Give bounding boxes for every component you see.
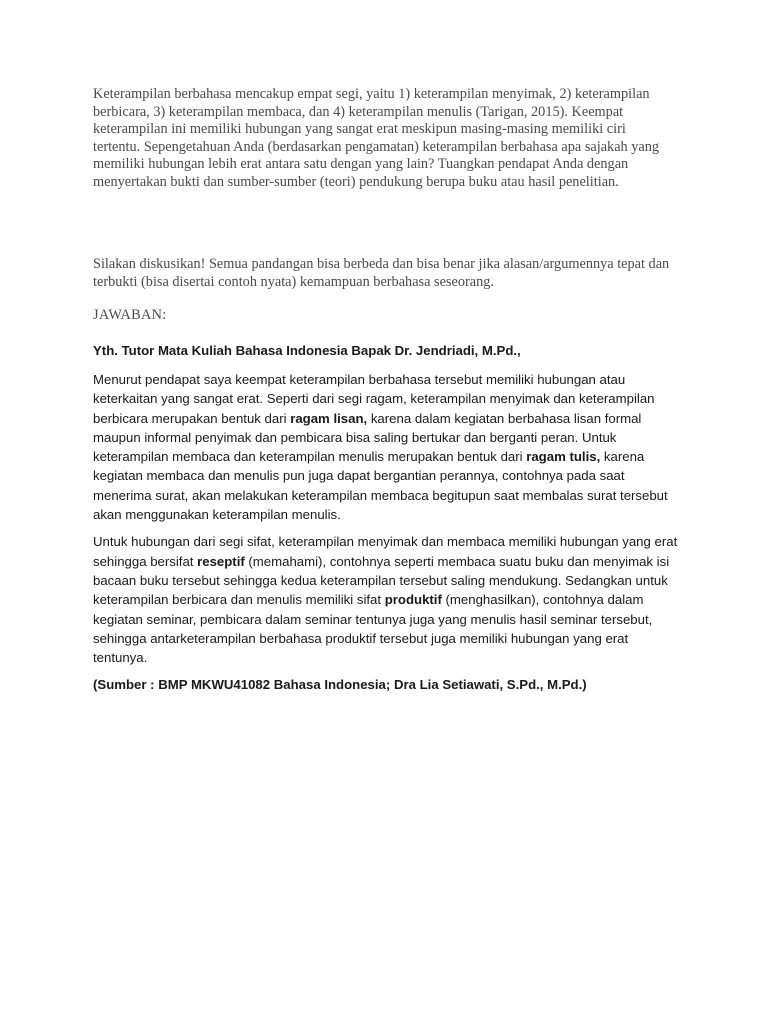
p2-text-a: Untuk hubungan dari segi sifat, keterampilan menyimak dan membaca memiliki hubungan yang erat sehingga bersifat [93,534,678,569]
p1-text-d: karena kegiatan membaca dan menulis pun juga dapat bergantian perannya, contohnya pada saat menerima surat, akan melakukan keterampilan membaca begitupun saat membalas surat tersebut akan menggunakan keterampilan menulis. [93,449,668,523]
answer-paragraph-2 [93,532,678,667]
p1-bold-ragam-lisan: ragam lisan, [290,410,368,426]
instruction-text: Silakan diskusikan! Semua pandangan bisa berbeda dan bisa benar jika alasan/argumennya tepat dan terbukti (bisa disertai contoh nyata) kemampuan berbahasa seseorang. [93,256,670,290]
p2-text-c: (memahami), contohnya seperti membaca suatu buku dan menyimak isi bacaan buku tersebut sehingga kedua keterampilan tersebut saling mendukung. Sedangkan untuk keterampilan berbicara dan menulis memiliki sifat [93,553,670,608]
answer-section [93,342,678,694]
p1-text-a: Menurut pendapat saya keempat keterampilan berbahasa tersebut memiliki hubungan atau keterkaitan yang sangat erat. Seperti dari segi ragam, keterampilan menyimak dan keterampilan berbicara merupakan bentuk dari [93,372,655,426]
p1-text-c: karena dalam kegiatan berbahasa lisan formal maupun informal penyimak dan pembicara bisa saling bertukar dan berganti peran. Untuk keterampilan membaca dan keterampilan menulis merupakan bentuk dari [93,410,642,465]
p2-bold-produktif: produktif [384,592,442,608]
answer-paragraph-1 [93,370,678,524]
p2-bold-reseptif: reseptif [197,553,245,569]
p2-text-d: (menghasilkan), contohnya dalam kegiatan seminar, pembicara dalam seminar tentunya juga yang menulis hasil seminar tersebut, sehingga antarketerampilan berbahasa produktif tersebut juga memiliki hubungan yang erat tentunya. [93,592,653,666]
answer-source: (Sumber : BMP MKWU41082 Bahasa Indonesia; Dra Lia Setiawati, S.Pd., M.Pd.) [93,677,587,693]
question-text: Keterampilan berbahasa mencakup empat segi, yaitu 1) keterampilan menyimak, 2) keterampilan berbicara, 3) keterampilan membaca, dan 4) keterampilan menulis (Tarigan, 2015). Keempat keterampilan ini memiliki hubungan yang sangat erat meskipun masing-masing memiliki ciri tertentu. Sepengetahuan Anda (berdasarkan pengamatan) keterampilan berbahasa apa sajakah yang memiliki hubungan lebih erat antara satu dengan yang lain? Tuangkan pendapat Anda dengan menyertakan bukti dan sumber-sumber (teori) pendukung berupa buku atau hasil penelitian. [93,86,660,190]
jawaban-label: JAWABAN: [93,307,167,323]
answer-greeting: Yth. Tutor Mata Kuliah Bahasa Indonesia Bapak Dr. Jendriadi, M.Pd., [93,343,521,358]
p1-bold-ragam-tulis: ragam tulis, [526,449,601,465]
